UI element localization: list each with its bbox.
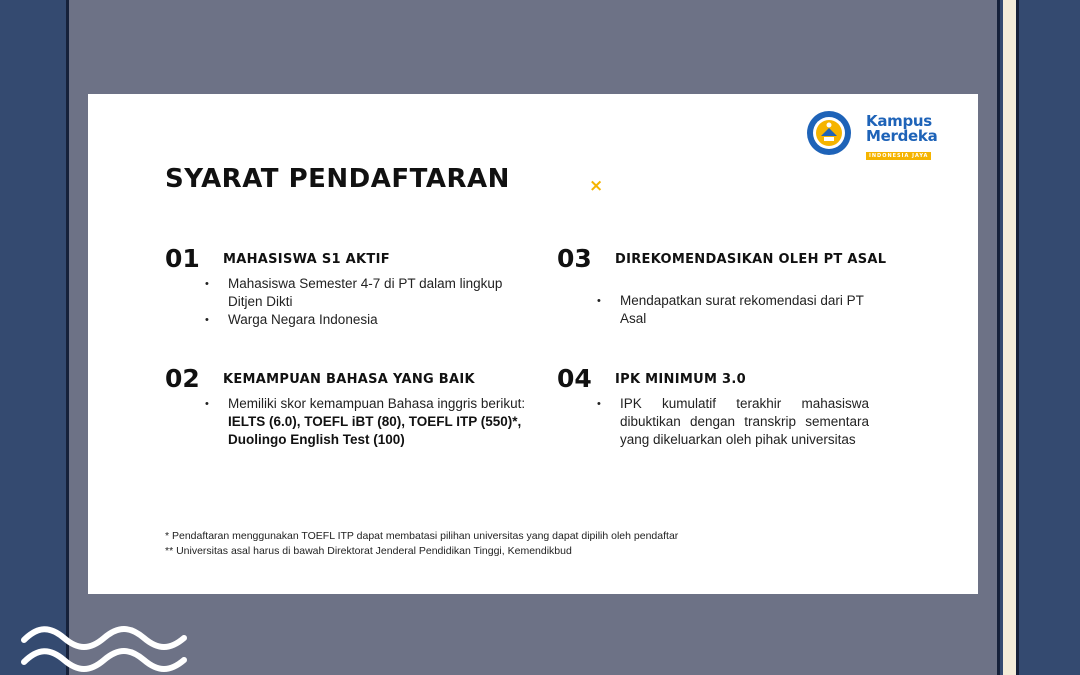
close-x-decoration-icon: × <box>589 176 604 196</box>
logo-tagline: INDONESIA JAYA <box>866 152 931 160</box>
list-item: • Mendapatkan surat rekomendasi dari PT Asal <box>597 292 887 328</box>
logo-line-1: Kampus <box>866 112 932 130</box>
requirement-number: 03 <box>557 244 592 273</box>
test-score-list: IELTS (6.0), TOEFL iBT (80), TOEFL ITP (550)*, Duolingo English Test (100) <box>228 414 522 447</box>
list-item <box>205 395 530 449</box>
slide-card <box>88 94 978 594</box>
footnotes <box>165 529 678 559</box>
requirement-04 <box>557 365 937 475</box>
kampus-merdeka-logo <box>866 114 956 162</box>
list-item: • IPK kumulatif terakhir mahasiswa dibuktikan dengan transkrip sementara yang dikeluarkan oleh pihak universitas <box>597 395 869 449</box>
footnote: * Pendaftaran menggunakan TOEFL ITP dapat membatasi pilihan universitas yang dapat dipilih oleh pendaftar <box>165 530 679 542</box>
list-item: • Mahasiswa Semester 4-7 di PT dalam lingkup Ditjen Dikti <box>205 275 505 311</box>
logo-line-2: Merdeka <box>866 127 938 145</box>
requirement-list <box>205 395 530 449</box>
requirement-title: MAHASISWA S1 AKTIF <box>223 252 390 267</box>
requirement-list <box>205 275 505 329</box>
list-item: • Warga Negara Indonesia <box>205 311 505 329</box>
requirement-number: 04 <box>557 364 592 393</box>
footnote: ** Universitas asal harus di bawah Direktorat Jenderal Pendidikan Tinggi, Kemendikbud <box>165 545 572 557</box>
requirement-title: KEMAMPUAN BAHASA YANG BAIK <box>223 372 475 387</box>
requirement-02 <box>165 365 565 475</box>
requirement-01 <box>165 245 545 335</box>
wave-decoration-icon <box>20 618 190 675</box>
list-item-text: Memiliki skor kemampuan Bahasa inggris berikut: <box>228 396 526 411</box>
requirement-title: IPK MINIMUM 3.0 <box>615 372 746 387</box>
requirement-title: DIREKOMENDASIKAN OLEH PT ASAL <box>615 252 887 267</box>
decorative-side-strip <box>1003 0 1019 675</box>
page-title: SYARAT PENDAFTARAN <box>165 164 510 194</box>
requirement-03 <box>557 245 937 335</box>
tut-wuri-handayani-emblem-icon <box>806 110 852 156</box>
requirement-number: 01 <box>165 244 200 273</box>
requirement-list <box>597 395 869 449</box>
requirement-number: 02 <box>165 364 200 393</box>
requirement-list <box>597 292 887 328</box>
